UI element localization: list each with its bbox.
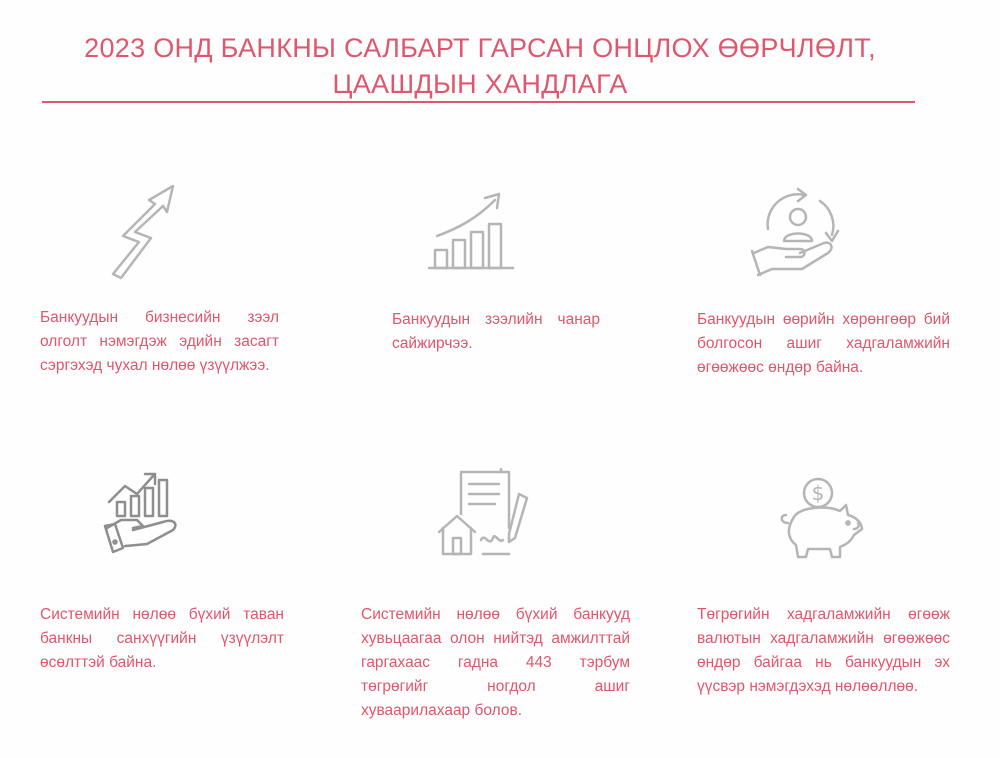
- page-title: [40, 30, 920, 102]
- page-title-line-1: 2023 ОНД БАНКНЫ САЛБАРТ ГАРСАН ОНЦЛОХ ӨӨРЧЛӨЛТ,: [84, 33, 876, 63]
- highlight-text-2: Банкуудын зээлийн чанар сайжирчээ.: [392, 311, 600, 352]
- highlight-text-1: Банкуудын бизнесийн зээл олголт нэмэгдэж эдийн засагт сэргэхэд чухал нөлөө үзүүлжээ.: [40, 309, 279, 374]
- highlight-text-6: Төгрөгийн хадгаламжийн өгөөж валютын хадгаламжийн өгөөжөөс өндөр байгаа нь банкуудын эх үүсвэр нэмэгдэхэд нөлөөллөө.: [697, 606, 950, 695]
- hand-growth-chart-icon: [103, 468, 187, 556]
- page-title-line-2: ЦААШДЫН ХАНДЛАГА: [332, 69, 628, 99]
- highlight-text-4: Системийн нөлөө бүхий таван банкны санхүүгийн үзүүлэлт өсөлттэй байна.: [40, 606, 284, 671]
- bar-chart-growth-icon: [425, 188, 517, 274]
- title-divider: [42, 101, 915, 103]
- highlight-text-3: Банкуудын өөрийн хөрөнгөөр бий болгосон ашиг хадгаламжийн өгөөжөөс өндөр байна.: [697, 311, 950, 376]
- house-contract-icon: [435, 468, 535, 562]
- hand-person-cycle-icon: [748, 183, 848, 279]
- svg-text:$: $: [811, 481, 825, 505]
- zigzag-arrow-icon: [105, 180, 185, 280]
- highlight-text-5: Системийн нөлөө бүхий банкууд хувьцаагаа олон нийтэд амжилттай гаргахаас гадна 443 тэрбум төгрөгийг ногдол ашиг хуваарилахаар болов.: [361, 606, 630, 719]
- piggy-bank-icon: [774, 473, 870, 561]
